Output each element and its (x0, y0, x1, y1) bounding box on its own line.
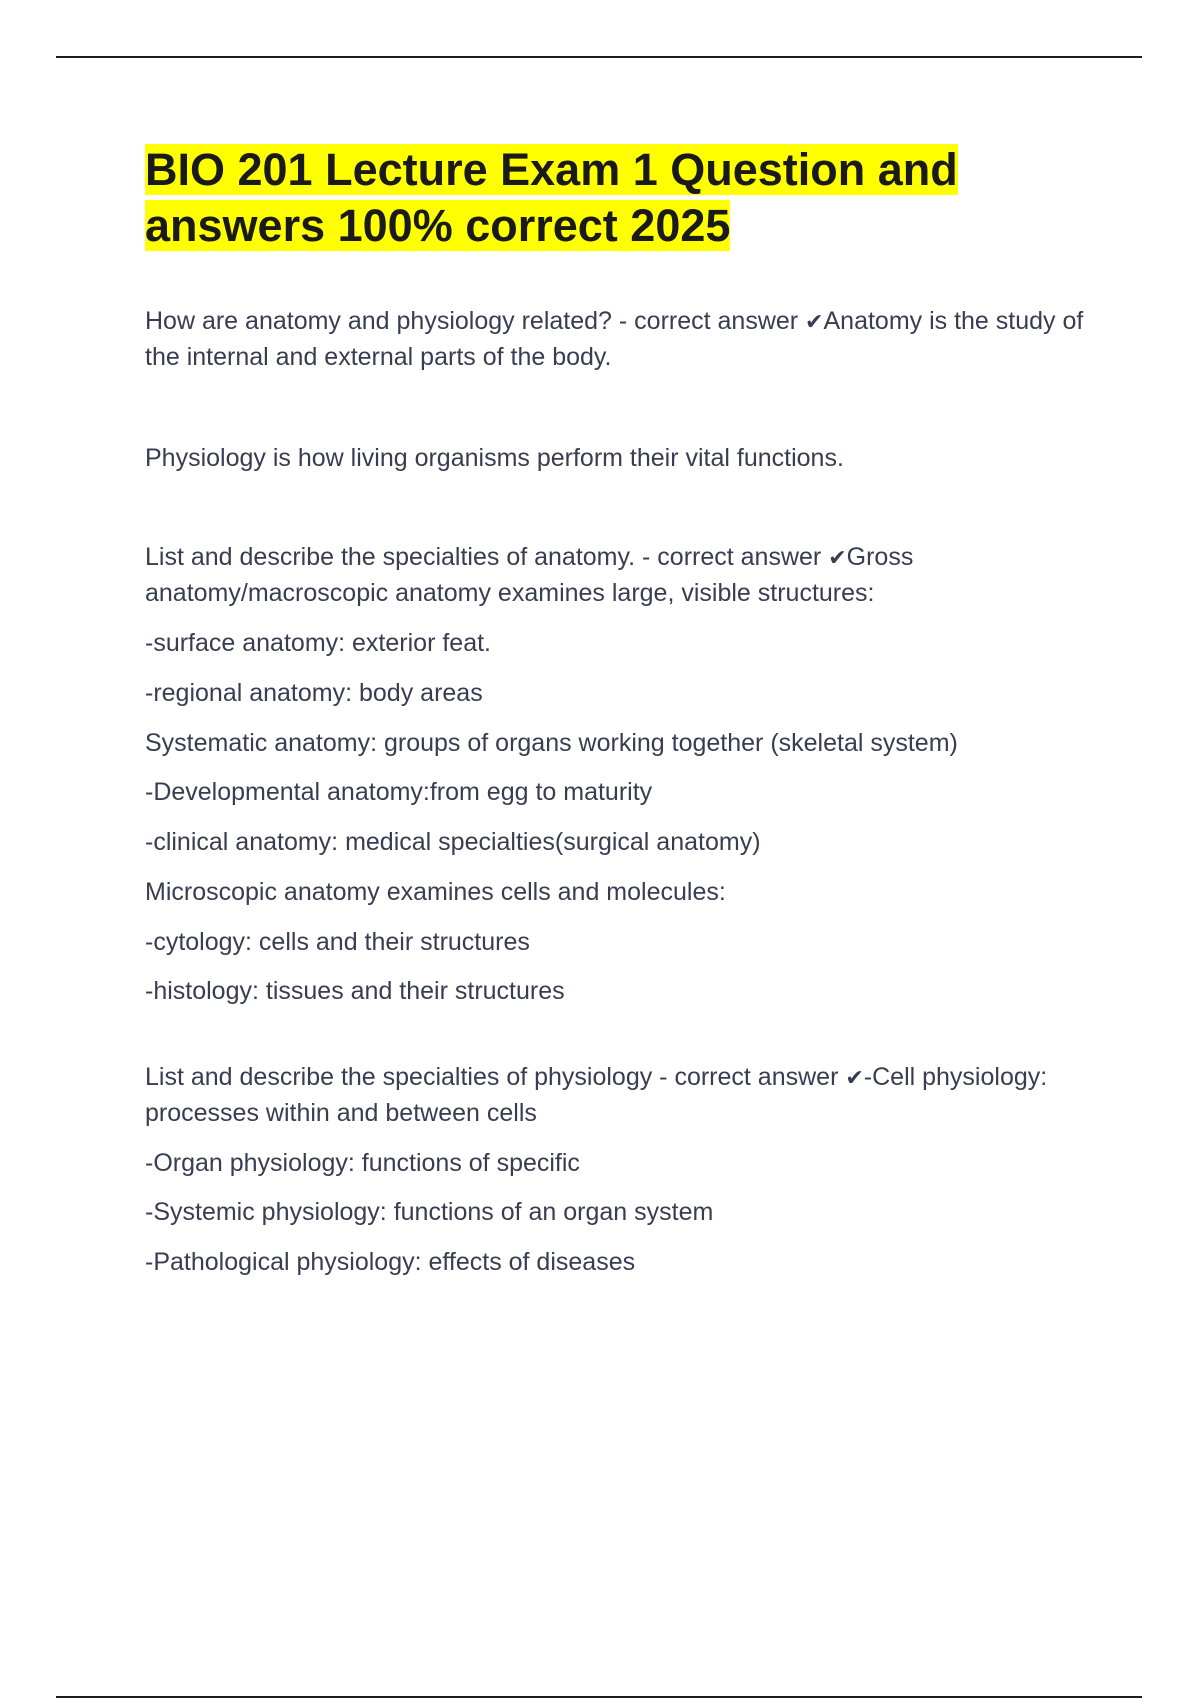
answer-line: Systematic anatomy: groups of organs working together (skeletal system) (145, 729, 958, 757)
qa-entry (145, 540, 1095, 610)
qa-block-3 (145, 1060, 1095, 1279)
answer-text: Gross anatomy/macroscopic anatomy examines large, visible structures: (145, 543, 914, 607)
top-rule (56, 56, 1142, 58)
qa-block-2 (145, 540, 1095, 1008)
question-text: List and describe the specialties of physiology - correct answer (145, 1063, 846, 1091)
paragraph-block (145, 441, 1095, 475)
check-icon: ✔ (805, 310, 824, 335)
qa-block-1 (145, 304, 1095, 374)
answer-line: Microscopic anatomy examines cells and molecules: (145, 878, 726, 906)
answer-line: -surface anatomy: exterior feat. (145, 629, 491, 657)
answer-line: -clinical anatomy: medical specialties(surgical anatomy) (145, 828, 761, 856)
title-highlight: BIO 201 Lecture Exam 1 Question and answers 100% correct 2025 (145, 144, 958, 251)
paragraph-text: Physiology is how living organisms perform their vital functions. (145, 444, 844, 472)
answer-line: -cytology: cells and their structures (145, 928, 530, 956)
qa-entry (145, 304, 1095, 374)
bottom-rule (56, 1696, 1142, 1698)
document-title (145, 142, 1095, 254)
answer-text: -Cell physiology: processes within and between cells (145, 1063, 1048, 1127)
question-text: How are anatomy and physiology related? - correct answer (145, 307, 806, 335)
document-body (145, 142, 1095, 1279)
answer-line: -Organ physiology: functions of specific (145, 1149, 580, 1177)
answer-text: Anatomy is the study of the internal and external parts of the body. (145, 307, 1084, 371)
qa-entry (145, 1060, 1095, 1130)
answer-line: -Pathological physiology: effects of diseases (145, 1248, 636, 1276)
question-text: List and describe the specialties of anatomy. - correct answer (145, 543, 829, 571)
answer-line: -histology: tissues and their structures (145, 977, 565, 1005)
check-icon: ✔ (828, 546, 847, 571)
answer-line: -regional anatomy: body areas (145, 679, 483, 707)
check-icon: ✔ (845, 1066, 864, 1091)
answer-line: -Systemic physiology: functions of an organ system (145, 1198, 714, 1226)
answer-line: -Developmental anatomy:from egg to maturity (145, 778, 653, 806)
